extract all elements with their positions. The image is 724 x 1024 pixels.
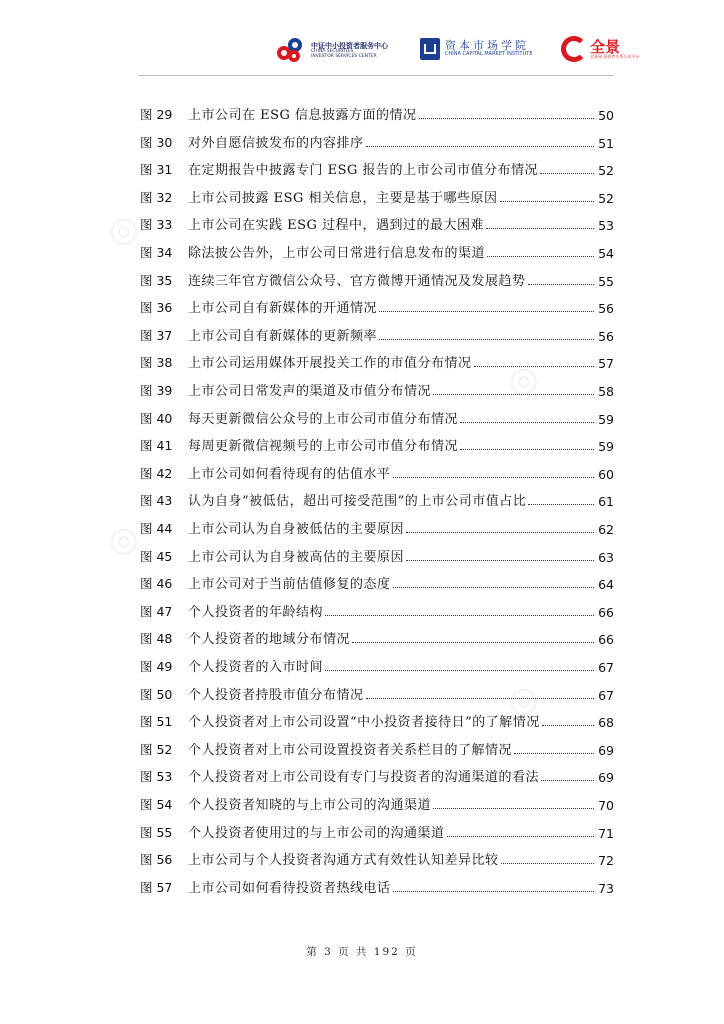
dot-leader: [419, 117, 594, 119]
toc-entry[interactable]: [140, 765, 614, 785]
toc-entry[interactable]: [140, 572, 614, 592]
page-number: 66: [598, 632, 614, 648]
figure-title: 上市公司日常发声的渠道及市值分布情况: [188, 384, 432, 399]
figure-number: 图 34: [140, 245, 173, 260]
ccmi-logo-name: 资本市场学院: [445, 39, 529, 53]
figure-title: 上市公司自有新媒体的更新频率: [188, 328, 378, 344]
figure-number: 图 56: [140, 852, 173, 868]
page-number: 52: [598, 190, 614, 206]
dot-leader: [541, 779, 594, 781]
dot-leader: [528, 503, 594, 505]
page-number: 69: [598, 742, 614, 758]
figure-title: 个人投资者的地域分布情况: [188, 632, 351, 648]
figure-title: 上市公司认为自身被低估的主要原因: [188, 522, 405, 537]
figure-number: 图 53: [140, 769, 173, 785]
figure-title: 对外自愿信披发布的内容排序: [188, 135, 364, 151]
p5w-logo-name: 全景: [590, 37, 621, 56]
dot-leader: [447, 835, 594, 837]
toc-entry[interactable]: [140, 462, 614, 482]
figure-title: 每天更新微信公众号的上市公司市值分布情况: [188, 411, 459, 427]
page-number: 73: [598, 880, 614, 896]
figure-number: 图 35: [140, 272, 173, 288]
page-header: [0, 32, 724, 72]
figure-number: 图 33: [140, 217, 173, 233]
figure-number: 图 30: [140, 134, 173, 150]
figure-number: 图 38: [140, 355, 173, 371]
figure-number: 图 36: [140, 300, 173, 316]
figure-title: 认为自身“被低估，超出可接受范围”的上市公司市值占比: [188, 494, 527, 510]
page-number: 68: [598, 715, 614, 731]
figure-number: 图 46: [140, 576, 173, 592]
dot-leader: [433, 393, 594, 395]
figure-title: 上市公司在实践 ESG 过程中，遇到过的最大困难: [188, 218, 485, 234]
figure-number: 图 47: [140, 603, 173, 619]
dot-leader: [366, 697, 594, 699]
figure-title: 上市公司如何看待现有的估值水平: [188, 466, 391, 482]
page-number: 63: [598, 549, 614, 565]
dot-leader: [460, 421, 594, 423]
figure-number: 图 57: [140, 879, 173, 895]
dot-leader: [393, 586, 594, 588]
toc-entry[interactable]: [140, 848, 614, 868]
csisc-logo-en-line1: CHINA SECURITIES: [311, 48, 354, 54]
toc-entry[interactable]: [140, 407, 614, 427]
header-divider: [138, 75, 614, 76]
figure-title: 上市公司对于当前估值修复的态度: [188, 577, 391, 593]
dot-leader: [379, 310, 594, 312]
dot-leader: [366, 145, 594, 147]
page-number: 62: [598, 522, 614, 537]
dot-leader: [393, 476, 594, 478]
toc-entry[interactable]: [140, 489, 614, 509]
figure-number: 图 51: [140, 714, 173, 730]
csisc-logo: [275, 36, 388, 66]
dot-leader: [474, 365, 594, 367]
page-number: 61: [598, 494, 614, 510]
figure-title: 个人投资者对上市公司设置“中小投资者接待日”的了解情况: [188, 715, 540, 731]
figure-number: 图 31: [140, 162, 173, 178]
page-number: 59: [598, 439, 614, 455]
figure-title: 上市公司在 ESG 信息披露方面的情况: [188, 108, 417, 123]
dot-leader: [379, 338, 594, 340]
p5w-logo-icon: [561, 36, 587, 62]
page-number: 69: [598, 770, 614, 786]
p5w-logo: [561, 36, 639, 62]
figure-title: 在定期报告中披露专门 ESG 报告的上市公司市值分布情况: [188, 163, 539, 179]
page-number: 70: [598, 798, 614, 813]
watermark-logo-icon: ◎: [101, 205, 148, 255]
toc-entry[interactable]: [140, 186, 614, 206]
toc-entry[interactable]: [140, 655, 614, 675]
page-footer: 第 3 页 共 192 页: [306, 946, 418, 958]
figure-number: 图 32: [140, 189, 173, 205]
page-number: 51: [598, 135, 614, 151]
page-number: 50: [598, 108, 614, 123]
toc-entry[interactable]: [140, 351, 614, 371]
watermark-logo-icon: ◎: [501, 355, 548, 405]
figure-title: 每周更新微信视频号的上市公司市值分布情况: [188, 439, 459, 455]
figure-title: 个人投资者使用过的与上市公司的沟通渠道: [188, 825, 445, 841]
toc-entry[interactable]: [140, 683, 614, 703]
figure-title: 个人投资者的入市时间: [188, 660, 324, 675]
figure-number: 图 29: [140, 107, 173, 122]
figure-title: 上市公司披露 ESG 相关信息，主要是基于哪些原因: [188, 190, 498, 206]
csisc-logo-en-line2: INVESTOR SERVICES CENTER: [311, 53, 377, 59]
dot-leader: [528, 283, 594, 285]
figure-number: 图 37: [140, 327, 173, 343]
figure-title: 个人投资者的年龄结构: [188, 604, 324, 620]
page-number: 56: [598, 328, 614, 344]
figure-number: 图 54: [140, 797, 173, 812]
page-number: 53: [598, 218, 614, 234]
dot-leader: [542, 724, 594, 726]
ccmi-logo: [420, 38, 532, 60]
page-number: 57: [598, 356, 614, 372]
toc-entry[interactable]: [140, 269, 614, 289]
figure-title: 上市公司认为自身被高估的主要原因: [188, 549, 405, 565]
dot-leader: [406, 531, 594, 533]
page-number: 72: [598, 853, 614, 869]
page-number: 56: [598, 301, 614, 317]
dot-leader: [486, 227, 594, 229]
dot-leader: [540, 172, 594, 174]
toc-entry[interactable]: [140, 103, 614, 123]
dot-leader: [325, 614, 594, 616]
page-number: 60: [598, 466, 614, 482]
page-number: 59: [598, 411, 614, 427]
p5w-logo-en: 全景网 投资者关系互动平台: [590, 53, 640, 59]
toc-entry[interactable]: [140, 738, 614, 758]
figure-title: 个人投资者持股市值分布情况: [188, 687, 364, 703]
ccmi-logo-en: CHINA CAPITAL MARKET INSTITUTE: [445, 51, 533, 58]
page-number: 55: [598, 273, 614, 289]
toc-entry[interactable]: [140, 545, 614, 565]
watermark-logo-icon: ◎: [501, 675, 548, 725]
figure-title: 连续三年官方微信公众号、官方微博开通情况及发展趋势: [188, 273, 526, 289]
figure-number: 图 40: [140, 410, 173, 426]
figure-number: 图 41: [140, 438, 173, 454]
toc-entry[interactable]: [140, 379, 614, 399]
figure-number: 图 42: [140, 465, 173, 481]
toc-entry[interactable]: [140, 296, 614, 316]
toc-entry[interactable]: [140, 876, 614, 896]
dot-leader: [433, 807, 594, 809]
figure-number: 图 50: [140, 686, 173, 702]
page-number: 64: [598, 577, 614, 593]
figure-number: 图 48: [140, 631, 173, 647]
toc-entry[interactable]: [140, 213, 614, 233]
toc-entry[interactable]: [140, 710, 614, 730]
figure-title: 上市公司与个人投资者沟通方式有效性认知差异比较: [188, 853, 499, 869]
page-number: 71: [598, 825, 614, 841]
ccmi-logo-icon: [420, 38, 440, 60]
figure-number: 图 45: [140, 548, 173, 564]
toc-entry[interactable]: [140, 627, 614, 647]
page-number: 58: [598, 384, 614, 399]
dot-leader: [352, 641, 594, 643]
figure-title: 除法披公告外，上市公司日常进行信息发布的渠道: [188, 246, 486, 261]
toc-entry[interactable]: [140, 131, 614, 151]
toc-entry[interactable]: [140, 821, 614, 841]
figure-title: 上市公司如何看待投资者热线电话: [188, 880, 391, 896]
csisc-logo-name: 中证中小投资者服务中心: [311, 41, 388, 50]
page-number: 66: [598, 604, 614, 620]
figure-title: 个人投资者对上市公司设置投资者关系栏目的了解情况: [188, 742, 513, 758]
page-number: 67: [598, 687, 614, 703]
figure-title: 个人投资者知晓的与上市公司的沟通渠道: [188, 798, 432, 813]
dot-leader: [460, 448, 594, 450]
figure-title: 上市公司运用媒体开展投关工作的市值分布情况: [188, 356, 472, 372]
page-number: 54: [598, 246, 614, 261]
toc-entry[interactable]: [140, 434, 614, 454]
figure-number: 图 44: [140, 521, 173, 536]
dot-leader: [500, 200, 594, 202]
figure-number: 图 55: [140, 824, 173, 840]
dot-leader: [325, 669, 594, 671]
dot-leader: [406, 559, 594, 561]
page-number: 52: [598, 163, 614, 179]
dot-leader: [393, 890, 594, 892]
csisc-logo-icon: [275, 36, 305, 66]
page-number: 67: [598, 660, 614, 675]
toc-entry[interactable]: [140, 158, 614, 178]
figure-number: 图 43: [140, 493, 173, 509]
figure-number: 图 39: [140, 383, 173, 398]
toc-entry[interactable]: [140, 324, 614, 344]
toc-entry[interactable]: [140, 600, 614, 620]
dot-leader: [501, 862, 594, 864]
figure-title: 个人投资者对上市公司设有专门与投资者的沟通渠道的看法: [188, 770, 540, 786]
dot-leader: [514, 752, 594, 754]
figure-title: 上市公司自有新媒体的开通情况: [188, 301, 378, 317]
toc-entry[interactable]: [140, 793, 614, 813]
watermark-logo-icon: ◎: [101, 515, 148, 565]
toc-entry[interactable]: [140, 241, 614, 261]
figure-number: 图 52: [140, 741, 173, 757]
dot-leader: [487, 255, 594, 257]
toc-entry[interactable]: [140, 517, 614, 537]
figure-number: 图 49: [140, 659, 173, 674]
